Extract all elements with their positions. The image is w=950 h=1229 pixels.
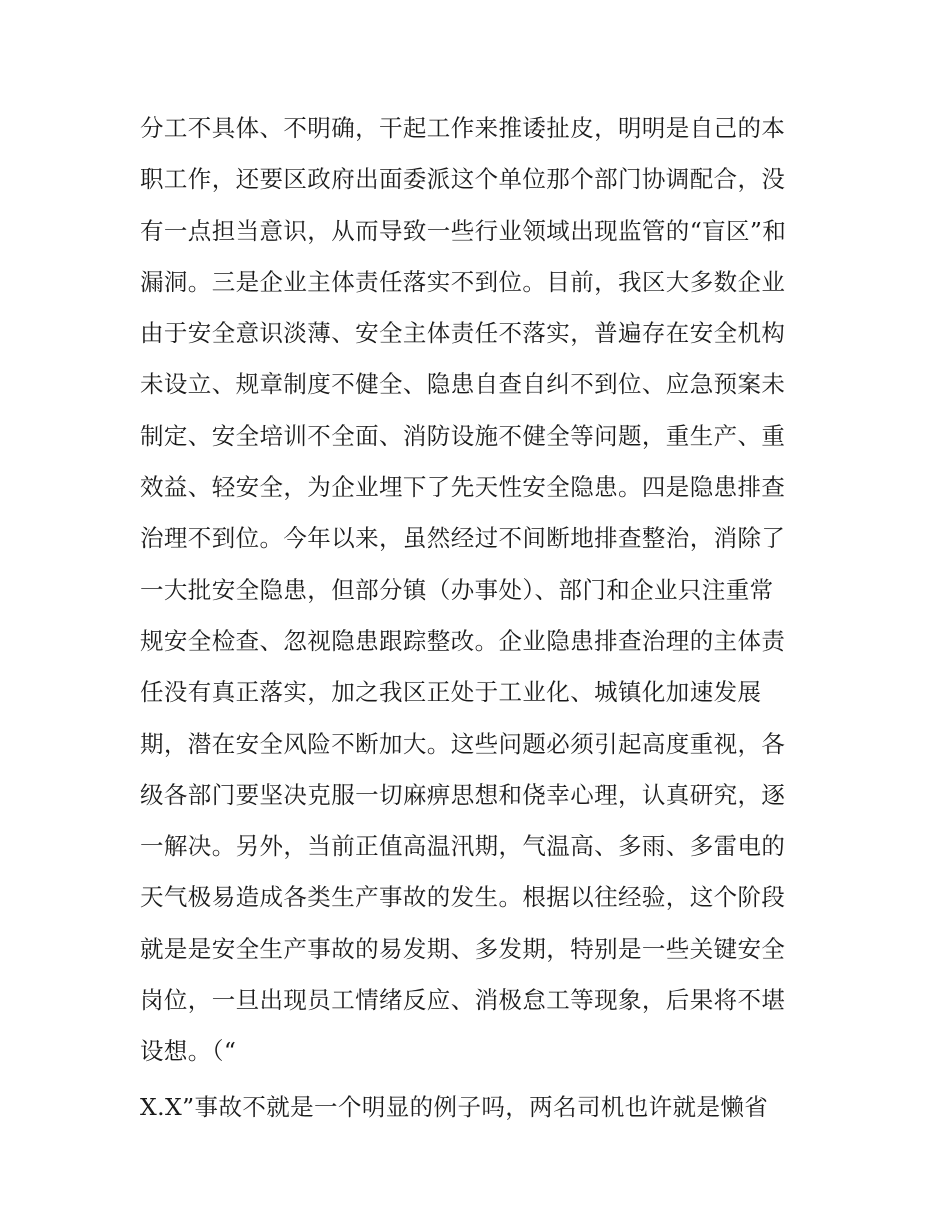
text-line: 分工不具体、不明确，干起工作来推诿扯皮，明明是自己的本	[140, 114, 786, 142]
text-line: 有一点担当意识，从而导致一些行业领域出现监管的“盲区”和	[140, 216, 787, 245]
text-line: 设想。（“	[140, 1037, 237, 1066]
text-line: 制定、安全培训不全面、消防设施不健全等问题，重生产、重	[140, 421, 786, 450]
text-line: 一解决。另外，当前正值高温汛期，气温高、多雨、多雷电的	[140, 832, 786, 861]
text-line: 就是是安全生产事故的易发期、多发期，特别是一些关键安全	[140, 934, 786, 963]
body-text	[140, 103, 820, 1133]
text-line: 治理不到位。今年以来，虽然经过不间断地排查整治，消除了	[140, 524, 786, 553]
text-line: 效益、轻安全，为企业埋下了先天性安全隐患。四是隐患排查	[140, 473, 786, 502]
text-line: X.X”事故不就是一个明显的例子吗，两名司机也许就是懒省	[140, 1092, 769, 1121]
text-line: 一大批安全隐患，但部分镇（办事处）、部门和企业只注重常	[140, 575, 774, 604]
text-line: 由于安全意识淡薄、安全主体责任不落实，普遍存在安全机构	[140, 319, 786, 348]
text-line: 岗位，一旦出现员工情绪反应、消极怠工等现象，后果将不堪	[140, 986, 786, 1015]
text-line: 级各部门要坚决克服一切麻痹思想和侥幸心理，认真研究，逐	[140, 780, 786, 809]
text-line: 规安全检查、忽视隐患跟踪整改。企业隐患排查治理的主体责	[140, 626, 786, 655]
text-line: 天气极易造成各类生产事故的发生。根据以往经验，这个阶段	[140, 883, 786, 912]
text-line: 漏洞。三是企业主体责任落实不到位。目前，我区大多数企业	[140, 267, 786, 296]
text-line: 期，潜在安全风险不断加大。这些问题必须引起高度重视，各	[140, 729, 786, 758]
text-line: 任没有真正落实，加之我区正处于工业化、城镇化加速发展	[140, 678, 762, 707]
text-line: 未设立、规章制度不健全、隐患自查自纠不到位、应急预案未	[140, 370, 786, 399]
text-line: 职工作，还要区政府出面委派这个单位那个部门协调配合，没	[140, 165, 786, 194]
